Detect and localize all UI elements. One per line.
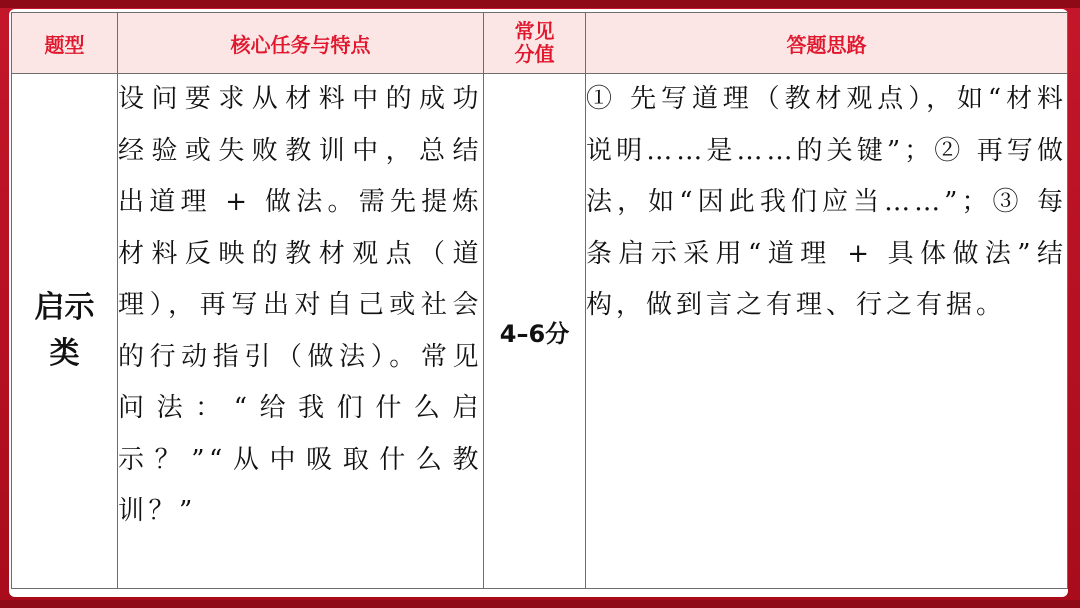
question-type-line1: 启示 xyxy=(34,290,95,325)
header-core-task: 核心任务与特点 xyxy=(118,13,484,74)
header-common-score-line1: 常见 xyxy=(514,19,555,43)
table-row xyxy=(12,74,1068,589)
answer-approach-cell: ① 先写道理（教材观点），如“材料说明……是……的关键”；② 再写做法，如“因此我们应当……”；③ 每条启示采用“道理 + 具体做法”结构，做到言之有理、行之有据。 xyxy=(586,74,1068,589)
header-question-type: 题型 xyxy=(12,13,118,74)
table-header-row xyxy=(12,13,1068,74)
question-type-cell xyxy=(12,74,118,589)
bottom-decor-stripe xyxy=(0,600,1080,608)
header-common-score xyxy=(484,13,586,74)
answer-method-table xyxy=(11,12,1068,589)
question-type-line2: 类 xyxy=(49,336,80,371)
header-answer-approach: 答题思路 xyxy=(586,13,1068,74)
top-decor-stripe xyxy=(0,0,1080,8)
header-common-score-line2: 分值 xyxy=(514,42,555,66)
common-score-cell: 4–6分 xyxy=(484,74,586,589)
core-task-cell: 设问要求从材料中的成功经验或失败教训中，总结出道理 + 做法。需先提炼材料反映的教材观点（道理），再写出对自己或社会的行动指引（做法）。常见问法：“给我们什么启示？”“从中吸取什么教训？” xyxy=(118,74,484,589)
